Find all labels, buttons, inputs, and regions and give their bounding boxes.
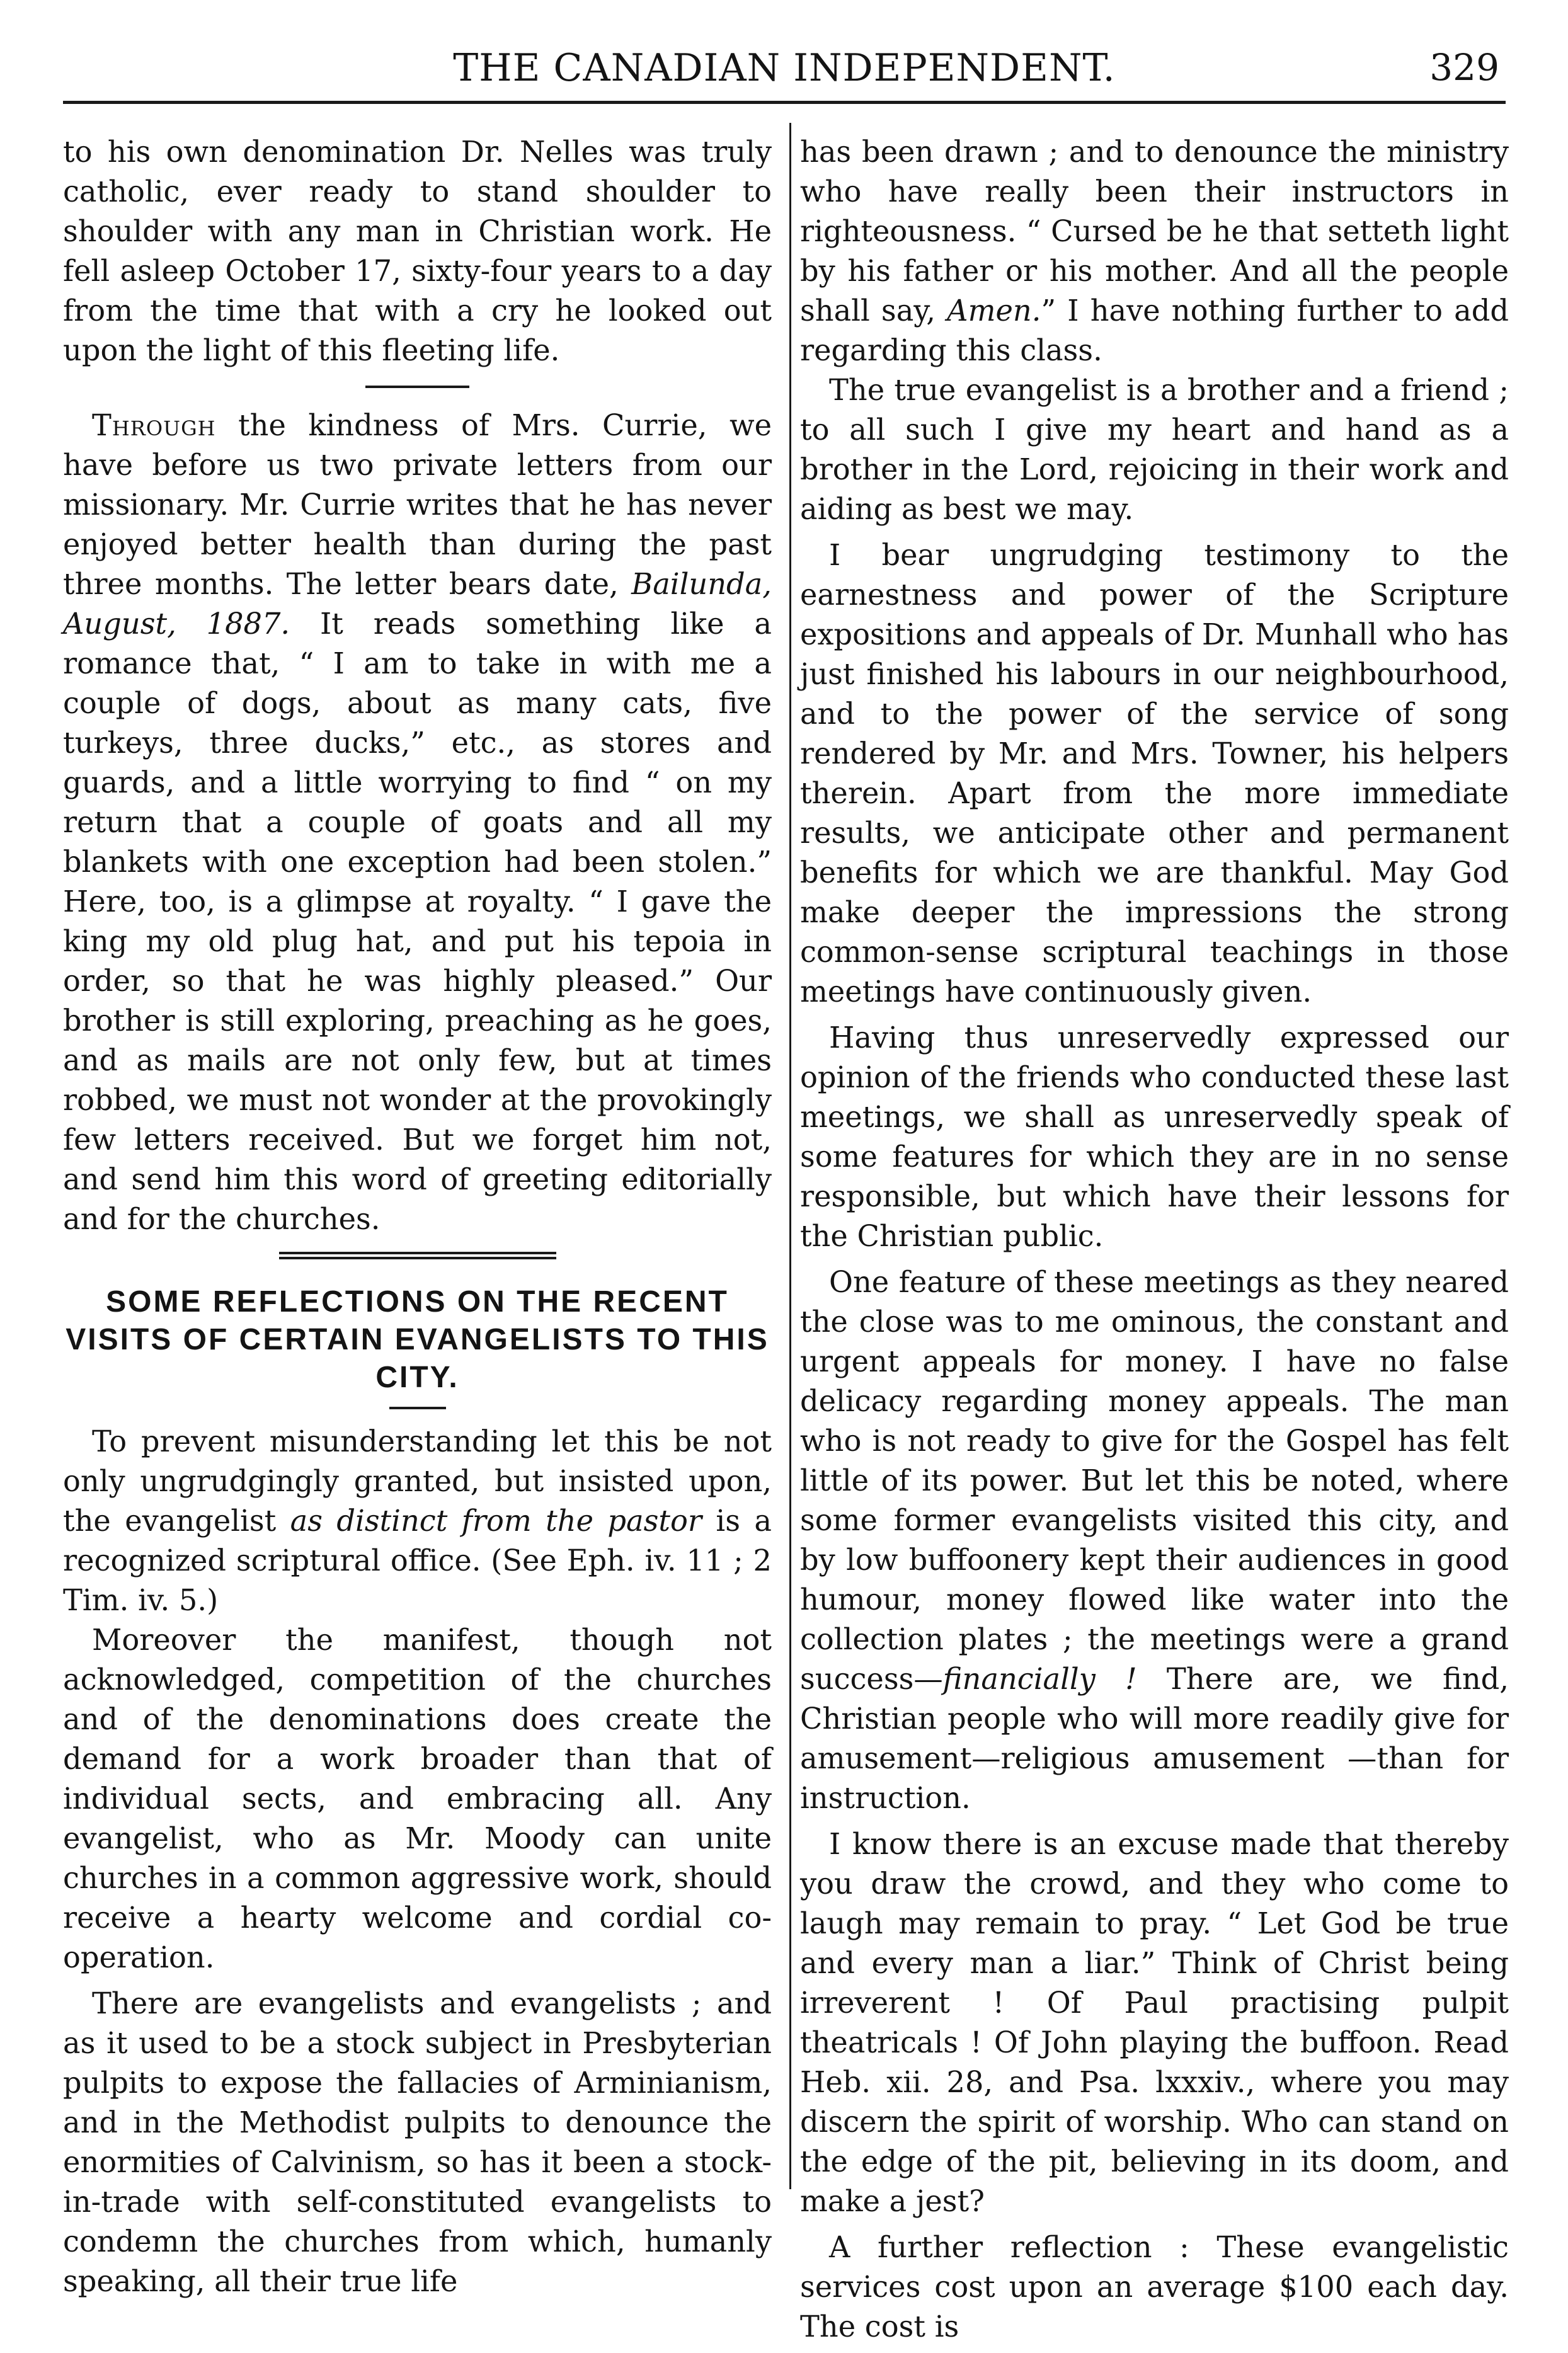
article-divider	[279, 1252, 556, 1259]
column-rule	[789, 123, 791, 2189]
paragraph-true-evangelist: The true evangelist is a brother and a friend ; to all such I give my heart and hand as a brother in the Lord, rejoicing in their work and aiding as best we may.	[800, 373, 1509, 526]
paragraph-continued: has been drawn ; and to denounce the ministry who have really been their instructors in righteousness. “ Cursed be he that setteth light by his father or his mother. And all the people shall say, Amen.” I have nothing further to add regarding this class.	[800, 135, 1509, 367]
heading-divider	[389, 1407, 446, 1409]
section-divider	[365, 386, 469, 388]
paragraph-excuse: I know there is an excuse made that thereby you draw the crowd, and they who come to laugh may remain to pray. “ Let God be true and every man a liar.” Think of Christ being irreverent ! Of Paul practising pulpit theatricals ! Of John playing the buffoon. Read Heb. xii. 28, and Psa. lxxxiv., where you may discern the spirit of worship. Who can stand on the edge of the pit, believing in its doom, and make a jest?	[800, 1827, 1509, 2218]
letter-date: Bailunda, August, 1887.	[63, 567, 772, 641]
drop-lead-word: Through	[92, 408, 216, 442]
running-title: THE CANADIAN INDEPENDENT.	[453, 46, 1116, 90]
paragraph-competition: Moreover the manifest, though not acknowledged, competition of the churches and of the denominations does create the demand for a work broader than that of individual sects, and embracing all. Any evangelist, who as Mr. Moody can unite churches in a common aggressive work, should receive a hearty welcome and cordial co-operation.	[63, 1623, 772, 1974]
paragraph-nelles: to his own denomination Dr. Nelles was truly catholic, ever ready to stand shoulder to shoulder with any man in Christian work. He fell asleep October 17, sixty-four years to a day from the time that with a cry he looked out upon the light of this fleeting life.	[63, 135, 772, 367]
right-column	[800, 132, 1509, 2353]
paragraph-currie: Through the kindness of Mrs. Currie, we have before us two private letters from our missionary. Mr. Currie writes that he has never enjoyed better health than during the past three months. The letter bears date, Bailunda, August, 1887. It reads something like a romance that, “ I am to take in with me a couple of dogs, about as many cats, five turkeys, three ducks,” etc., as stores and guards, and a little worrying to find “ on my return that a couple of goats and all my blankets with one exception had been stolen.” Here, too, is a glimpse at royalty. “ I gave the king my old plug hat, and put his tepoia in order, so that he was highly pleased.” Our brother is still exploring, preaching as he goes, and as mails are not only few, but at times robbed, we must not wonder at the provokingly few letters received. But we forget him not, and send him this word of greeting editorially and for the churches.	[63, 408, 772, 1236]
paragraph-money-appeals: One feature of these meetings as they neared the close was to me ominous, the constant and urgent appeals for money. I have no false delicacy regarding money appeals. The man who is not ready to give for the Gospel has felt little of its power. But let this be noted, where some former evangelists visited this city, and by low buffoonery kept their audiences in good humour, money flowed like water into the collection plates ; the meetings were a grand success—financially ! There are, we find, Christian people who will more readily give for amusement—religious amusement —than for instruction.	[800, 1265, 1509, 1815]
paragraph-cost: A further reflection : These evangelistic services cost upon an average $100 each day. The cost is	[800, 2230, 1509, 2344]
left-column	[63, 132, 772, 2308]
paragraph-munhall: I bear ungrudging testimony to the earnestness and power of the Scripture expositions and appeals of Dr. Munhall who has just finished his labours in our neighbourhood, and to the power of the service of song rendered by Mr. and Mrs. Towner, his helpers therein. Apart from the more immediate results, we anticipate other and permanent benefits for which we are thankful. May God make deeper the impressions the strong common-sense scriptural teachings in those meetings have continuously given.	[800, 538, 1509, 1009]
page-number: 329	[1429, 46, 1499, 89]
paragraph-misunderstanding: To prevent misunderstanding let this be not only ungrudgingly granted, but insisted upon, the evangelist as distinct from the pastor is a recognized scriptural office. (See Eph. iv. 11 ; 2 Tim. iv. 5.)	[63, 1424, 772, 1617]
article-heading: SOME REFLECTIONS ON THE RECENT VISITS OF CERTAIN EVANGELISTS TO THIS CITY.	[66, 1285, 769, 1394]
paragraph-evangelists: There are evangelists and evangelists ; and as it used to be a stock subject in Presbyterian pulpits to expose the fallacies of Arminianism, and in the Methodist pulpits to denounce the enormities of Calvinism, so has it been a stock-in-trade with self-constituted evangelists to condemn the churches from which, humanly speaking, all their true life	[63, 1986, 772, 2298]
paragraph-opinion: Having thus unreservedly expressed our opinion of the friends who conducted these last meetings, we shall as unreservedly speak of some features for which they are in no sense responsible, but which have their lessons for the Christian public.	[800, 1021, 1509, 1253]
page-header	[63, 35, 1506, 104]
